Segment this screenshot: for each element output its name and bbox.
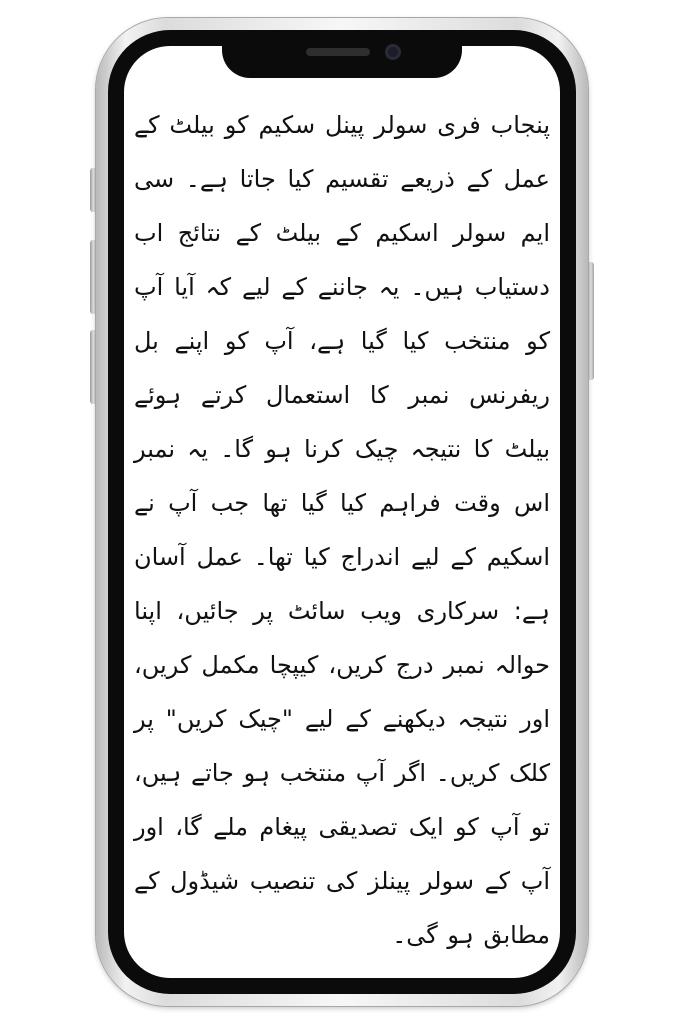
- speaker-grille: [306, 48, 370, 56]
- article-text: پنجاب فری سولر پینل سکیم کو بیلٹ کے عمل کے ذریعے تقسیم کیا جاتا ہے۔ سی ایم سولر اسکیم کے بیلٹ کے نتائج اب دستیاب ہیں۔ یہ جاننے کے لیے کہ آیا آپ کو منتخب کیا گیا ہے، آپ کو اپنے بل ریفرنس نمبر کا استعمال کرتے ہوئے بیلٹ کا نتیجہ چیک کرنا ہو گا۔ یہ نمبر اس وقت فراہم کیا گیا تھا جب آپ نے اسکیم کے لیے اندراج کیا تھا۔ عمل آسان ہے: سرکاری ویب سائٹ پر جائیں، اپنا حوالہ نمبر درج کریں، کیپچا مکمل کریں، اور نتیجہ دیکھنے کے لیے "چیک کریں" پر کلک کریں۔ اگر آپ منتخب ہو جاتے ہیں، تو آپ کو ایک تصدیقی پیغام ملے گا، اور آپ کے سولر پینلز کی تنصیب شیڈول کے مطابق ہو گی۔: [134, 111, 550, 949]
- power-button: [587, 262, 594, 380]
- front-camera-icon: [385, 44, 401, 60]
- phone-screen: [124, 46, 560, 978]
